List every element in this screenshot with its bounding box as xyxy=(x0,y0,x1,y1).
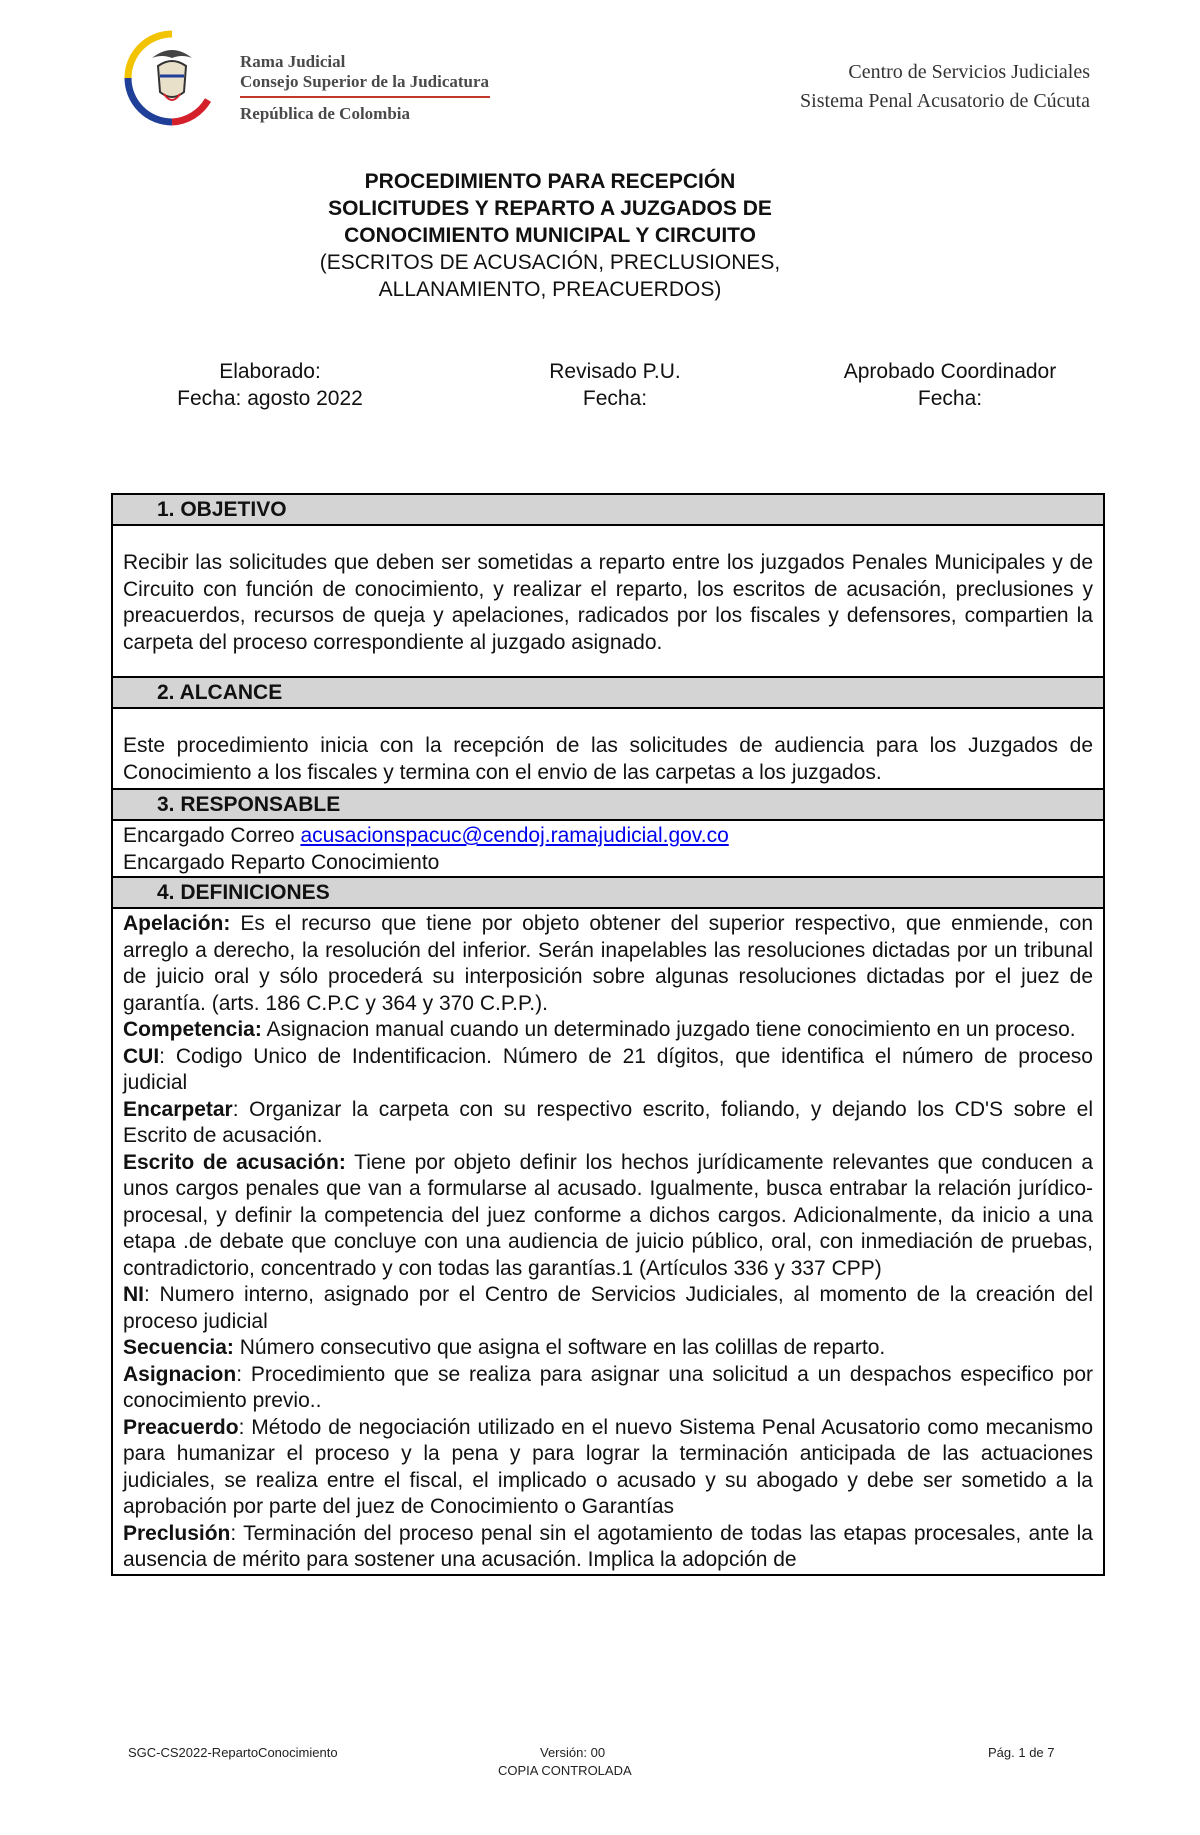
definition-item xyxy=(123,1521,1093,1574)
section-body-alcance: Este procedimiento inicia con la recepción de las solicitudes de audiencia para los Juzgados de Conocimiento a los fiscales y termina con el envio de las carpetas a los juzgados. xyxy=(113,709,1103,790)
definition-term: Secuencia: xyxy=(123,1336,234,1359)
revisado-label: Revisado P.U. xyxy=(549,360,681,383)
definition-item xyxy=(123,1282,1093,1335)
definition-text: : Organizar la carpeta con su respectivo escrito, foliando, y dejando los CD'S sobre el Escrito de acusación. xyxy=(123,1097,1093,1147)
title-line-1: PROCEDIMIENTO PARA RECEPCIÓN xyxy=(364,170,736,193)
title-line-5: ALLANAMIENTO, PREACUERDOS) xyxy=(378,278,722,301)
responsable-email-link[interactable]: acusacionspacuc@cendoj.ramajudicial.gov.co xyxy=(300,824,729,847)
definition-item xyxy=(123,1362,1093,1415)
definition-item xyxy=(123,1097,1093,1150)
definition-text: : Numero interno, asignado por el Centro de Servicios Judiciales, al momento de la creación del proceso judicial xyxy=(123,1283,1093,1333)
org-line-republica: República de Colombia xyxy=(240,104,411,123)
definition-term: Asignacion xyxy=(123,1362,237,1386)
title-line-2: SOLICITUDES Y REPARTO A JUZGADOS DE xyxy=(328,197,772,220)
definition-item xyxy=(123,1044,1093,1097)
definition-text: : Procedimiento que se realiza para asignar una solicitud a un despachos especifico por conocimiento previo.. xyxy=(123,1362,1093,1412)
title-line-4: (ESCRITOS DE ACUSACIÓN, PRECLUSIONES, xyxy=(319,251,781,274)
definition-item xyxy=(123,1150,1093,1283)
revisado-date: Fecha: xyxy=(582,387,648,410)
center-system: Sistema Penal Acusatorio de Cúcuta xyxy=(800,90,1090,112)
responsable-email-prefix: Encargado Correo xyxy=(123,824,301,847)
section-body-objetivo: Recibir las solicitudes que deben ser sometidas a reparto entre los juzgados Penales Municipales y de Circuito con función de conocimiento, y realizar el reparto, los escritos de acusación, preclusiones y preacuerdos, recursos de queja y apelaciones, radicados por los fiscales y defensores, compartien la carpeta del proceso correspondiente al juzgado asignado. xyxy=(113,526,1103,678)
aprobado-date: Fecha: xyxy=(917,387,983,410)
org-name-block xyxy=(240,52,490,124)
approval-elaborado xyxy=(120,358,420,412)
responsable-email-line xyxy=(123,823,1093,850)
approval-revisado xyxy=(465,358,765,412)
definition-term: Competencia: xyxy=(123,1018,262,1041)
page-header xyxy=(0,0,1200,150)
section-header-definiciones: 4. DEFINICIONES xyxy=(113,878,1103,909)
document-title xyxy=(0,168,1100,303)
elaborado-label: Elaborado: xyxy=(219,360,321,383)
section-body-responsable xyxy=(113,821,1103,878)
approval-aprobado xyxy=(800,358,1100,412)
org-line-rama-judicial: Rama Judicial xyxy=(240,52,346,71)
definition-text: Tiene por objeto definir los hechos jurídicamente relevantes que conducen a unos cargos penales que van a formularse al acusado. Igualmente, busca entrabar la relación jurídico-procesal, y definir la competencia del juez conforme a dichos cargos. Adicionalmente, da inicio a una etapa .de debate que concluye con una audiencia de juicio público, oral, con inmediación de pruebas, contradictorio, concentrado y con todas las garantías.1 (Artículos 336 y 337 CPP) xyxy=(123,1150,1094,1280)
center-name: Centro de Servicios Judiciales xyxy=(848,61,1090,83)
procedure-table xyxy=(111,493,1105,1576)
footer-controlled-copy: COPIA CONTROLADA xyxy=(498,1763,632,1778)
org-line-consejo: Consejo Superior de la Judicatura xyxy=(240,72,490,91)
section-header-alcance: 2. ALCANCE xyxy=(113,678,1103,709)
definition-item xyxy=(123,911,1093,1017)
colombia-coat-of-arms-logo xyxy=(122,28,222,128)
responsable-reparto-line: Encargado Reparto Conocimiento xyxy=(123,850,440,874)
section-header-responsable: 3. RESPONSABLE xyxy=(113,790,1103,821)
footer-document-code: SGC-CS2022-RepartoConocimiento xyxy=(128,1745,338,1760)
definition-term: Preacuerdo xyxy=(123,1415,239,1439)
definition-term: Preclusión xyxy=(123,1521,231,1545)
definition-term: Escrito de acusación: xyxy=(123,1150,346,1174)
definition-term: CUI xyxy=(123,1044,160,1068)
definition-text: Número consecutivo que asigna el software en las colillas de reparto. xyxy=(233,1336,886,1359)
definition-item xyxy=(123,1017,1093,1044)
elaborado-date: Fecha: agosto 2022 xyxy=(177,387,363,410)
definition-text: : Método de negociación utilizado en el nuevo Sistema Penal Acusatorio como mecanismo para humanizar el proceso y la pena y para lograr la terminación anticipada de las actuaciones judiciales, se realiza entre el fiscal, el implicado o acusado y su abogado y debe ser sometido a la aprobación por parte del juez de Conocimiento o Garantías xyxy=(123,1415,1093,1518)
aprobado-label: Aprobado Coordinador xyxy=(843,360,1057,383)
definition-term: Encarpetar xyxy=(123,1097,233,1121)
org-divider xyxy=(240,96,490,98)
definition-item xyxy=(123,1335,1093,1362)
section-body-definiciones xyxy=(113,909,1103,1576)
definition-text: : Codigo Unico de Indentificacion. Número de 21 dígitos, que identifica el número de proceso judicial xyxy=(123,1044,1093,1094)
center-info xyxy=(800,58,1090,116)
definition-item xyxy=(123,1415,1093,1521)
footer-page-number: Pág. 1 de 7 xyxy=(988,1745,1055,1760)
definition-text: Es el recurso que tiene por objeto obtener del superior respectivo, que enmiende, con arreglo a derecho, la resolución del inferior. Serán inapelables las resoluciones dictadas por un tribunal de juicio oral y sólo procederá su interposición sobre algunas resoluciones dictadas por el juez de garantía. (arts. 186 C.P.C y 364 y 370 C.P.P.). xyxy=(123,912,1093,1015)
section-header-objetivo: 1. OBJETIVO xyxy=(113,495,1103,526)
definition-text: Asignacion manual cuando un determinado juzgado tiene conocimiento en un proceso. xyxy=(261,1018,1076,1041)
definition-term: Apelación: xyxy=(123,912,231,935)
title-line-3: CONOCIMIENTO MUNICIPAL Y CIRCUITO xyxy=(344,224,756,247)
definition-term: NI xyxy=(123,1283,144,1306)
footer-version: Versión: 00 xyxy=(540,1745,606,1760)
definition-text: : Terminación del proceso penal sin el agotamiento de todas las etapas procesales, ante la ausencia de mérito para sostener una acusación. Implica la adopción de xyxy=(123,1521,1093,1571)
